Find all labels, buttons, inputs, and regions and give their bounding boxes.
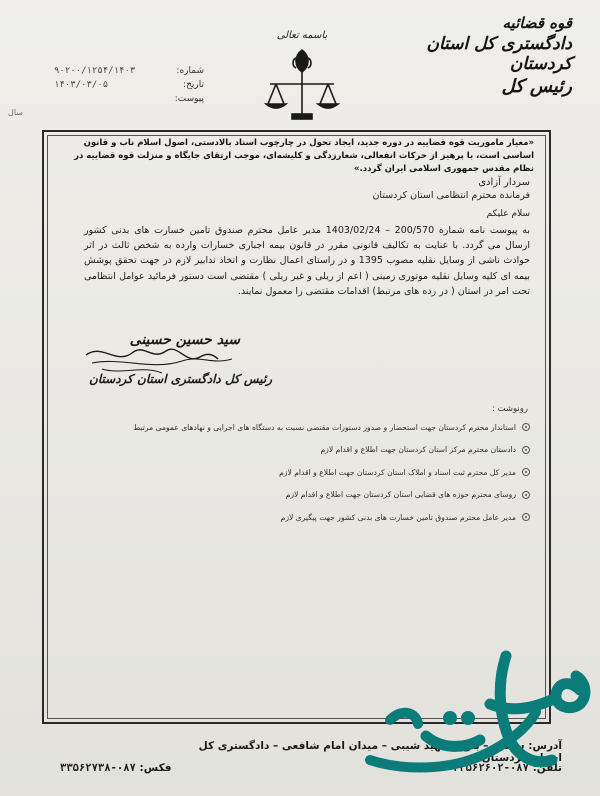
- bullet-icon: [522, 491, 530, 499]
- letter-attachment-label: پیوست:: [174, 94, 204, 104]
- recipient-block: [100, 177, 530, 201]
- meta-attachment-row: [54, 92, 204, 106]
- letter-date-value: ۱۴۰۳/۰۳/۰۵: [54, 80, 109, 90]
- bullet-icon: [522, 513, 530, 521]
- fax-label: فکس:: [139, 762, 172, 774]
- side-note: سال: [8, 108, 23, 117]
- letter-meta: [54, 64, 204, 106]
- footer-fax: [60, 762, 172, 774]
- org-line-judiciary: قوه قضائیه: [502, 14, 572, 32]
- meta-number-row: [54, 64, 204, 78]
- emblem-scales-icon: [262, 46, 342, 124]
- signer-name: سید حسین حسینی: [129, 332, 240, 348]
- phone-number: ۰۸۷-۳۳۵۶۲۶۰۲-۳۳۵۶۲۷۳۶: [396, 762, 529, 774]
- copy-item-text: مدیر کل محترم ثبت اسناد و املاک استان کردستان جهت اطلاع و اقدام لازم: [279, 467, 516, 477]
- letter-number-value: ۹۰۲۰۰/۱۲۵۴/۱۴۰۳: [54, 66, 136, 76]
- recipient-name: سردار آزادی: [478, 177, 530, 188]
- phone-label: تلفن:: [532, 762, 562, 774]
- basmala: باسمه تعالی: [276, 30, 328, 41]
- letter-body: به پیوست نامه شماره 200/570 – 1403/02/24 مدیر عامل محترم صندوق تامین خسارت های بدنی کشور ارسال می گردد. با عنایت به تکالیف قانونی مقرر در قانون بیمه اجباری خسارات وارده به شخص ثالث در اثر حوادث ناشی از وسایل نقلیه مصوب 1395 و در راستای اعمال نظارت و اتخاذ تدابیر لازم در جهت تحقق پوشش بیمه ای کلیه وسایل نقلیه موتوری زمینی ( اعم از ریلی و غیر ریلی ) مقتضی است دستور فرمائید عوامل انتظامی تحت امر در استان ( در رده های مرتبط) اقدامات مقتضی را معمول نمایند.: [84, 225, 531, 297]
- copy-item: [60, 484, 530, 507]
- copy-item-text: روسای محترم حوزه های قضایی استان کردستان جهت اطلاع و اقدام لازم: [285, 490, 516, 500]
- bullet-icon: [522, 446, 530, 454]
- org-line-court: دادگستری کل استان کردستان: [426, 34, 572, 74]
- bullet-icon: [522, 468, 530, 476]
- watermark-logo: [330, 620, 600, 796]
- judiciary-motto: «معیار ماموریت قوه قضاییه در دوره جدید، ایجاد تحول در چارچوب اسناد بالادستی، اصول اسلام ناب و قانون اساسی است، با پرهیز از حرکات انفعالی، شعارزدگی و کلیشه‌ای، موجب ارتقای جایگاه و منزلت قوه قضاییه در نظام مقدس جمهوری اسلامی ایران گردد.»: [74, 138, 534, 174]
- copy-item-text: مدیر عامل محترم صندوق تامین خسارت های بدنی کشور جهت پیگیری لازم: [280, 512, 516, 522]
- copy-item-text: دادستان محترم مرکز استان کردستان جهت اطلاع و اقدام لازم: [320, 445, 516, 455]
- fax-number: ۰۸۷-۳۳۵۶۲۷۳۸: [60, 762, 136, 774]
- copy-item: [60, 439, 530, 462]
- signer-title: رئیس کل دادگستری استان کردستان: [89, 372, 272, 386]
- letter-date-label: تاریخ:: [183, 80, 204, 90]
- copy-item: [60, 416, 530, 439]
- meta-date-row: [54, 78, 204, 92]
- recipient-title: فرمانده محترم انتظامی استان کردستان: [372, 190, 530, 201]
- bullet-icon: [522, 423, 530, 431]
- copies-label: رونوشت :: [491, 404, 528, 414]
- greeting: سلام علیکم: [486, 209, 530, 219]
- letter-number-label: شماره:: [176, 66, 204, 76]
- organization-header: [372, 14, 572, 97]
- footer-address: آدرس: سنندج – بلوار شهید شیبی – میدان امام شافعی – دادگستری کل استان کردستان: [198, 740, 562, 764]
- copy-item: [60, 461, 530, 484]
- copy-item: [60, 506, 530, 529]
- org-line-chief: رئیس کل: [501, 76, 572, 97]
- copies-list: [60, 416, 530, 529]
- copy-item-text: استاندار محترم کردستان جهت استحضار و صدور دستورات مقتضی نسبت به دستگاه های اجرایی و نهادهای عمومی مرتبط: [133, 422, 516, 432]
